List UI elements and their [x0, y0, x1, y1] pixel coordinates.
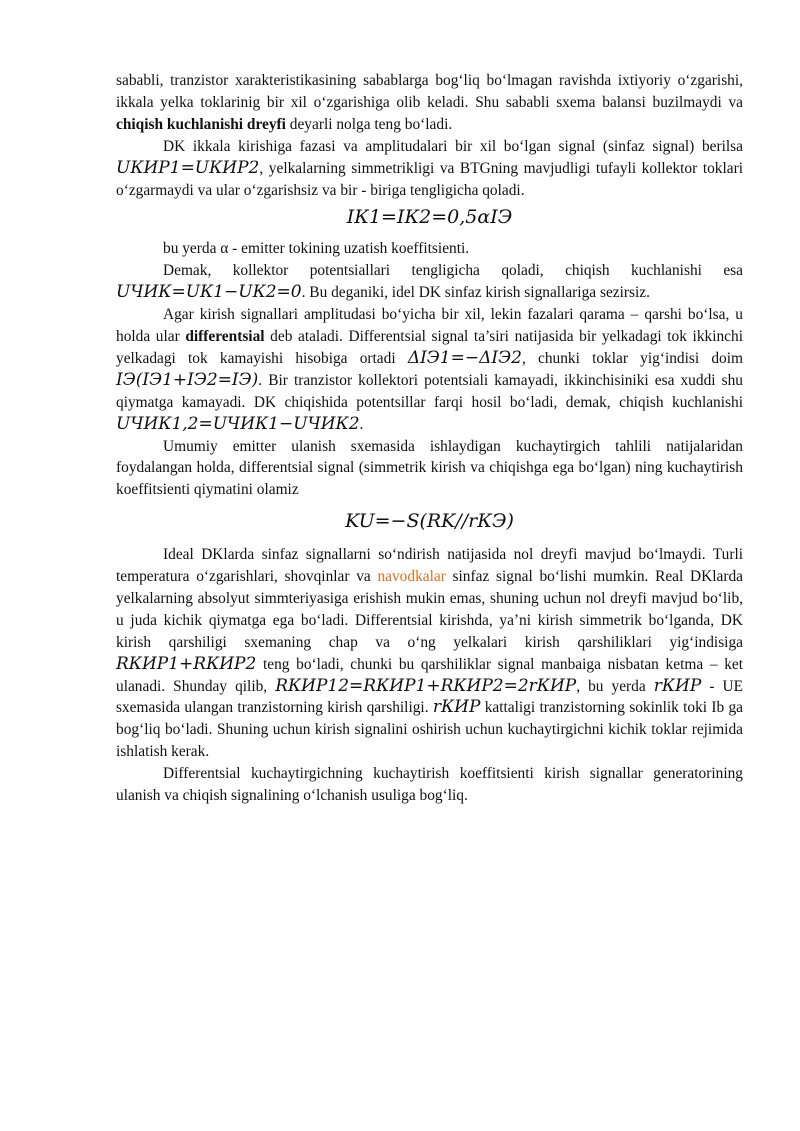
paragraph-balance: sababli, tranzistor xarakteristikasining sabablarga bog‘liq bo‘lmagan ravishda ixtiyoriy o‘zgarishi, ikkala yelka toklarinig bir xil o‘zgarishiga olib keladi. Shu sababli sxema balansi buzilmaydi va chiqish kuchlanishi dreyfi deyarli nolga teng bo‘ladi.	[116, 72, 743, 133]
math-inline-output-difference: UЧИК1,2=UЧИК1−UЧИК2	[116, 413, 360, 434]
formula-collector-currents: IК1=IК2=0,5αIЭ	[346, 206, 513, 229]
paragraph-ideal-dk: Ideal DKlarda sinfaz signallarni so‘ndirish natijasida nol dreyfi mavjud bo‘lmaydi. Turli temperatura o‘zgarishlari, shovqinlar va navodkalar sinfaz signal bo‘lishi mumkin. Real DKlarda yelkalarning absolyut simmteriyasiga erishish mukin emas, shuning uchun nol dreyfi mavjud bo‘lib, u juda kichik qiymatga ega bo‘ladi. Differentsial kirishda, ya’ni kirish simmetrik bo‘lganda, DK kirish qarshiligi sxemaning chap va o‘ng yelkalari kirish qarshiliklari yig‘indisiga RКИР1+RКИР2 teng bo‘ladi, chunki bu qarshiliklar signal manbaiga nisbatan ketma – ket ulanadi. Shunday qilib, RКИР12=RКИР1+RКИР2=2rКИР, bu yerda rКИР - UE sxemasida ulangan tranzistorning kirish qarshiligi. rКИР kattaligi tranzistorning sokinlik toki Ib ga bog‘liq bo‘ladi. Shuning uchun kirish signalini oshirish uchun kuchaytirgichni kichik toklar rejimida ishlatish kerak.	[116, 546, 744, 761]
bold-term-output-drift: chiqish kuchlanishi dreyfi	[116, 115, 286, 133]
paragraph-alpha-definition: bu yerda α - emitter tokining uzatish koeffitsienti.	[163, 240, 470, 258]
paragraph-output-voltage: Demak, kollektor potentsiallari tengligicha qoladi, chiqish kuchlanishi esa UЧИК=UК1−UК2=0. Bu deganiki, idel DK sinfaz kirish signallariga sezirsiz.	[116, 262, 743, 303]
formula-gain: KU=−S(RK//rКЭ)	[345, 510, 514, 533]
math-inline-output-voltage: UЧИК=UК1−UК2=0	[116, 282, 302, 303]
highlighted-word-navodkalar: navodkalar	[377, 568, 446, 586]
bold-term-differential: differentsial	[185, 327, 265, 345]
math-inline-input-voltages: UКИР1=UКИР2	[116, 157, 260, 178]
paragraph-common-mode: DK ikkala kirishiga fazasi va amplitudalari bir xil bo‘lgan signal (sinfaz signal) berilsa UКИР1=UКИР2, yelkalarning simmetrikligi va BTGning mavjudligi tufayli kollektor toklari o‘zgarmaydi va ular o‘zgarishsiz va bir - biriga tengligicha qoladi.	[116, 137, 743, 199]
math-inline-r-input-2: rКИР	[432, 697, 481, 718]
math-inline-total-input-resistance: RКИР12=RКИР1+RКИР2=2rКИР	[275, 675, 577, 696]
paragraph-differential-signal: Agar kirish signallari amplitudasi bo‘yicha bir xil, lekin fazalari qarama – qarshi bo‘lsa, u holda ular differentsial deb ataladi. Differentsial signal ta’siri natijasida bir yelkadagi tok ikkinchi yelkadagi tok kamayishi hisobiga ortadi ΔIЭ1=−ΔIЭ2, chunki toklar yig‘indisi doim IЭ(IЭ1+IЭ2=IЭ). Bir tranzistor kollektori potentsiali kamayadi, ikkinchisiniki esa xuddi shu qiymatga kamayadi. DK chiqishida potentsillar farqi hosil bo‘ladi, demak, chiqish kuchlanishi UЧИК1,2=UЧИК1−UЧИК2.	[116, 306, 744, 434]
math-inline-current-change: ΔIЭ1=−ΔIЭ2	[407, 347, 522, 368]
paragraph-gain-dependence: Differentsial kuchaytirgichning kuchaytirish koeffitsienti kirish signallar generatorining ulanish va chiqish signalining o‘lchanish usuliga bog‘liq.	[116, 765, 743, 805]
math-inline-r-input-1: rКИР	[653, 675, 702, 696]
math-inline-input-resistance-sum: RКИР1+RКИР2	[116, 653, 257, 674]
paragraph-common-emitter: Umumiy emitter ulanish sxemasida ishlaydigan kuchaytirgich tahlili natijalaridan foydalangan holda, differentsial signal (simmetrik kirish va chiqishga ega bo‘lgan) ning kuchaytirish koeffitsienti qiymatini olamiz	[116, 437, 743, 499]
math-inline-current-sum: IЭ(IЭ1+IЭ2=IЭ)	[116, 369, 259, 390]
document-page	[116, 70, 743, 807]
